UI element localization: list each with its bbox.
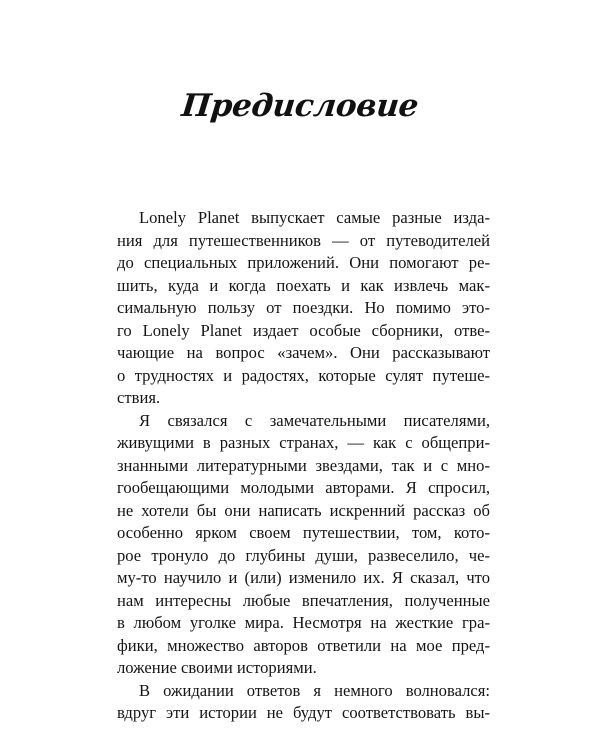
text-line: гообещающими молодыми авторами. Я спросил, [117, 478, 490, 497]
text-line: нам интересны любые впечатления, полученные [117, 590, 490, 610]
text-line: ствия. [117, 388, 161, 407]
text-line: симальную пользу от поездки. Но помимо это- [117, 298, 490, 317]
text-line: чающие на вопрос «зачем». Они рассказывают [117, 343, 490, 362]
text-line: Я связался с замечательными писателями, [139, 410, 490, 430]
text-line: не хотели бы они написать искренний рассказ об [117, 500, 490, 520]
paragraph-2 [117, 410, 490, 680]
body-text [117, 207, 490, 725]
text-line: ния для путешественников — от путеводителей [117, 230, 490, 250]
text-line: рое тронуло до глубины души, развеселило, че- [117, 545, 490, 565]
text-line: о трудностях и радостях, которые сулят путеше- [117, 365, 490, 385]
text-line: знанными литературными звездами, так и с мно- [117, 455, 490, 475]
paragraph-1 [117, 207, 490, 410]
text-line: му-то научило и (или) изменило их. Я сказал, что [117, 568, 490, 587]
text-line: особенно ярком своем путешествии, том, кото- [117, 523, 490, 542]
text-line: до специальных приложений. Они помогают ре- [117, 253, 490, 272]
text-line: го Lonely Planet издает особые сборники, отве- [117, 320, 490, 340]
text-line: вдруг эти истории не будут соответствовать вы- [117, 703, 490, 722]
text-line: В ожидании ответов я немного волновался: [139, 680, 490, 700]
text-line: шить, куда и когда поехать и как извлечь мак- [117, 275, 490, 295]
text-line: живущими в разных странах, — как с общепри- [117, 433, 490, 452]
text-line: ложение своими историями. [117, 658, 317, 677]
text-line: Lonely Planet выпускает самые разные изда- [139, 208, 490, 227]
text-line: фики, множество авторов ответили на мое пред- [117, 635, 490, 655]
text-line: в любом уголке мира. Несмотря на жесткие гра- [117, 613, 490, 632]
page-title: Предисловие [179, 88, 421, 124]
paragraph-3 [117, 680, 490, 725]
